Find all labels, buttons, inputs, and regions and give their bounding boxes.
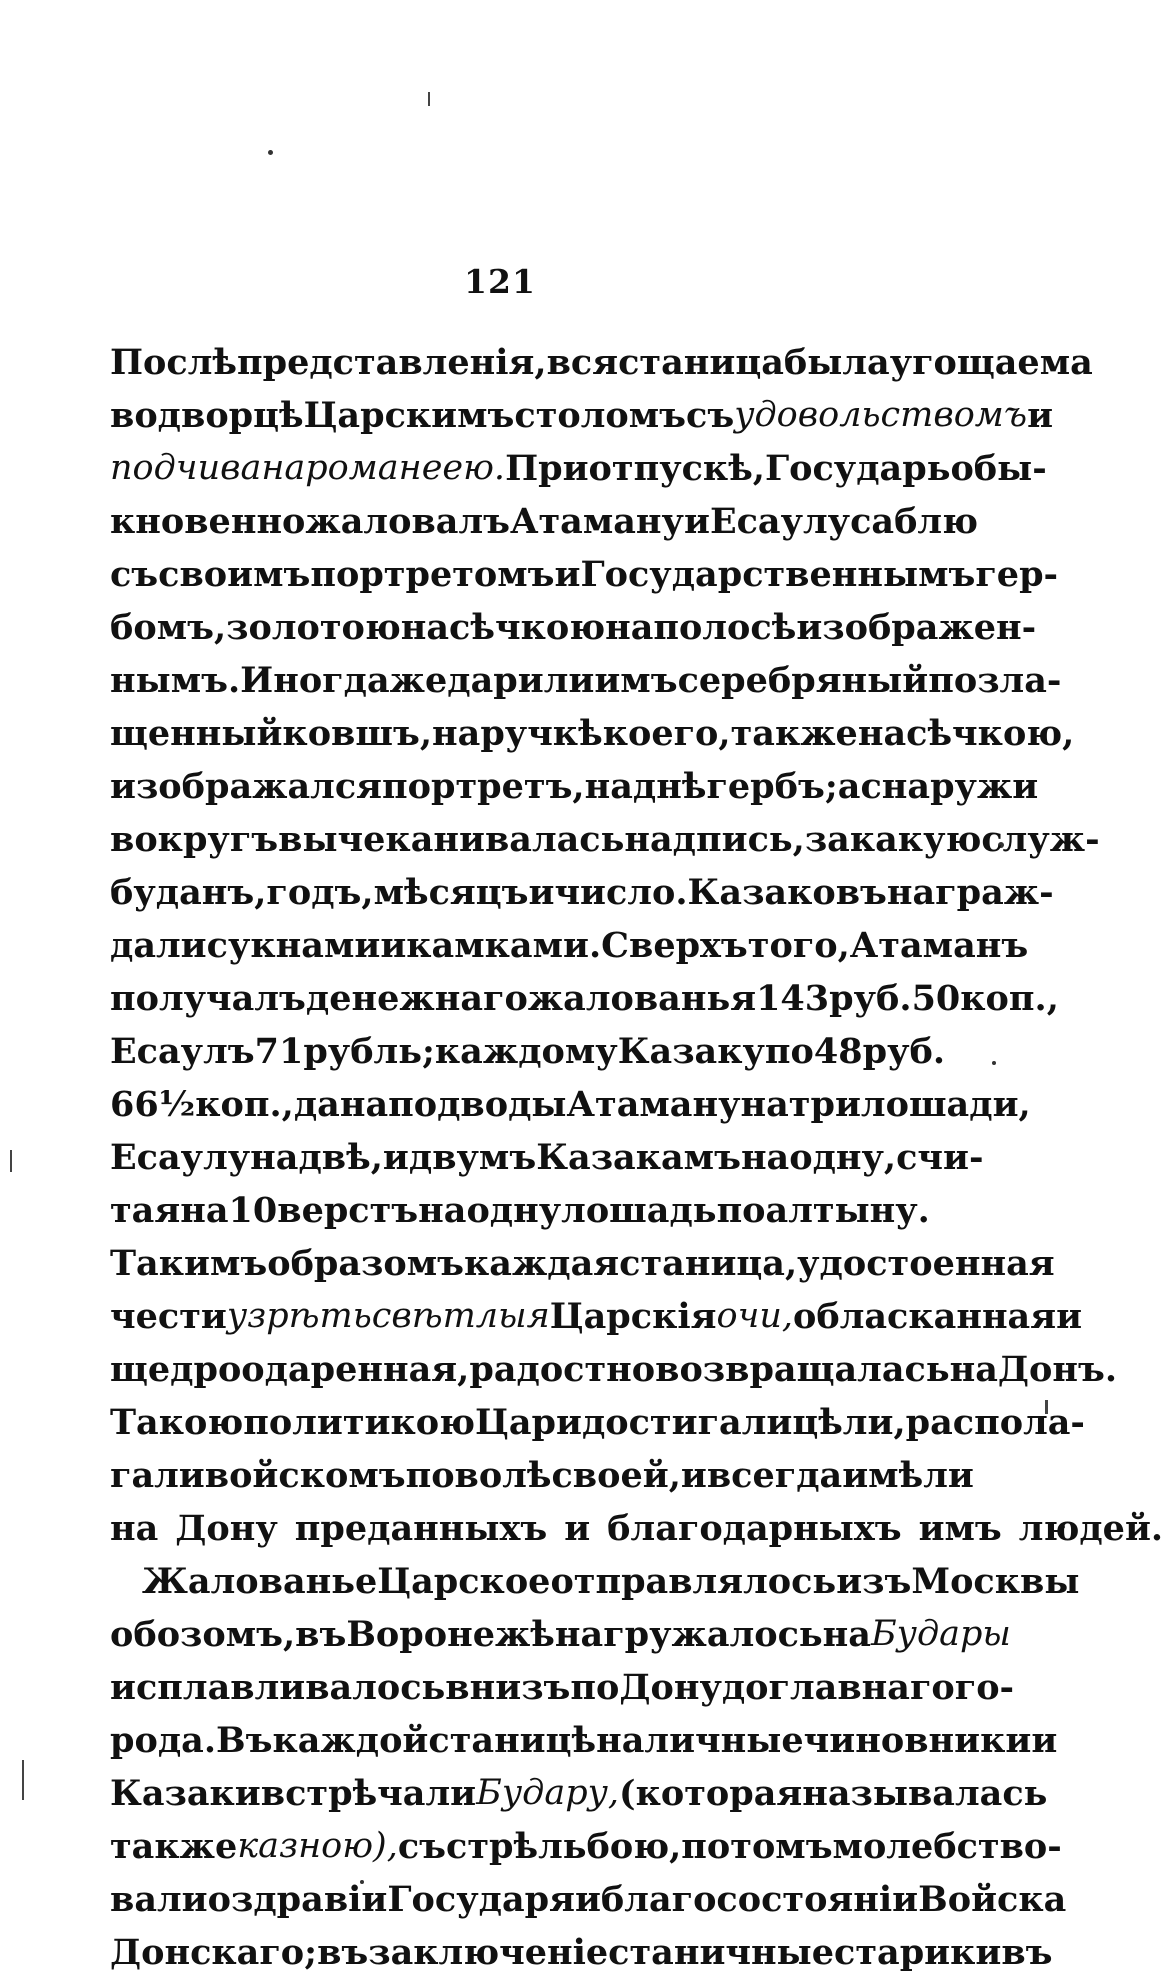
text-line — [110, 1873, 1067, 1926]
word: же — [389, 660, 448, 701]
word: встрѣчали — [260, 1773, 477, 1814]
word: волѣ — [454, 1455, 552, 1496]
text-line — [110, 548, 1059, 601]
word: Царскимъ — [303, 395, 515, 436]
word: серебряный — [677, 660, 929, 701]
word: При — [505, 448, 589, 489]
word: коп., — [195, 1084, 294, 1125]
word: Государственнымъ — [580, 554, 976, 595]
word: и — [1031, 1720, 1058, 1761]
word: бомъ, — [110, 607, 227, 648]
word: саблю — [850, 501, 978, 542]
word: на — [432, 713, 481, 754]
text-line — [110, 336, 1093, 389]
word: Казаковъ — [687, 872, 887, 913]
word: на — [822, 1614, 871, 1655]
word: станица, — [619, 1243, 798, 1284]
text-line — [110, 1661, 1015, 1714]
word: отправлялось — [550, 1561, 837, 1602]
word: наличные — [596, 1720, 804, 1761]
word: Государя — [387, 1879, 575, 1920]
word: имѣли — [842, 1455, 974, 1496]
word: 66½ — [110, 1084, 196, 1125]
word: надпись, — [624, 819, 805, 860]
word: Москвы — [911, 1561, 1080, 1602]
word: чиновники — [803, 1720, 1032, 1761]
scan-mark — [22, 1760, 24, 1800]
word: снаружи — [860, 766, 1039, 807]
word: 50 — [911, 978, 961, 1019]
word: лошадь — [561, 1190, 717, 1231]
word: станица — [618, 342, 784, 383]
word: достигали — [581, 1402, 793, 1443]
text-line — [110, 1396, 1085, 1449]
scan-speck — [992, 1061, 996, 1065]
word: позла- — [928, 660, 1062, 701]
text-line — [110, 919, 1029, 972]
text-line — [110, 495, 978, 548]
word: Государь — [764, 448, 951, 489]
word: на — [584, 766, 633, 807]
word: Цари — [475, 1402, 582, 1443]
word: гербъ; — [706, 766, 838, 807]
word: была — [783, 342, 890, 383]
word: Такою — [110, 1402, 244, 1443]
word: сплавливалось — [135, 1667, 446, 1708]
word: въ — [317, 1932, 369, 1973]
scan-mark — [428, 92, 430, 106]
word: сукнами — [206, 925, 381, 966]
word: въ — [295, 1614, 347, 1655]
word: по — [716, 1190, 766, 1231]
word: очи, — [716, 1296, 794, 1336]
word: узрѣть — [226, 1296, 372, 1336]
word: да — [293, 1084, 340, 1125]
word: во — [110, 395, 158, 436]
word: Казакамъ — [536, 1137, 741, 1178]
word: людей. — [1018, 1508, 1163, 1549]
word: награж- — [886, 872, 1054, 913]
word: распола- — [905, 1402, 1085, 1443]
word: на — [949, 1349, 998, 1390]
word: вали — [110, 1879, 208, 1920]
word: изъ — [836, 1561, 912, 1602]
word: съ — [397, 1826, 447, 1867]
word: съ — [686, 395, 735, 436]
word: и — [564, 1508, 591, 1549]
word: обласканная — [793, 1296, 1057, 1337]
word: вся — [546, 342, 619, 383]
word: дворцѣ — [157, 395, 304, 436]
scan-speck — [268, 150, 273, 155]
text-line — [110, 866, 1054, 919]
word: Казаки — [110, 1773, 261, 1814]
word: Жалованье — [142, 1561, 378, 1602]
word: насѣчкою — [400, 607, 606, 648]
word: и — [380, 925, 407, 966]
word: Атаману — [509, 501, 684, 542]
word: удовольствомъ — [734, 395, 1028, 435]
word: столомъ — [514, 395, 687, 436]
text-line — [110, 1926, 1053, 1979]
text-line — [110, 972, 1059, 1025]
text-line — [110, 442, 1047, 495]
word: Есаулу — [110, 1137, 251, 1178]
word: старики — [834, 1932, 1002, 1973]
word: о — [207, 1879, 231, 1920]
word: здравіи — [231, 1879, 388, 1920]
word: двѣ, — [298, 1137, 383, 1178]
text-line — [110, 1078, 1031, 1131]
word: гали — [110, 1455, 205, 1496]
word: Донъ. — [997, 1349, 1118, 1390]
word: возвращалась — [655, 1349, 950, 1390]
word: нымъ. — [110, 660, 241, 701]
word: обы- — [950, 448, 1047, 489]
word: двумъ — [408, 1137, 537, 1178]
text-line — [110, 1767, 1048, 1820]
word: и — [1056, 1296, 1083, 1337]
word: го- — [954, 1667, 1015, 1708]
word: и — [680, 1455, 707, 1496]
word: станичные — [608, 1932, 835, 1973]
word: мѣсяцъ — [373, 872, 529, 913]
word: главнаго — [768, 1667, 955, 1708]
word: также — [110, 1826, 238, 1867]
word: жаловалъ — [305, 501, 510, 542]
word: портретомъ — [310, 554, 555, 595]
word: Атаманъ — [849, 925, 1029, 966]
word: щенный — [110, 713, 283, 754]
word: дали — [110, 925, 207, 966]
text-line — [110, 813, 1100, 866]
word: отпускѣ, — [588, 448, 765, 489]
word: золотою — [226, 607, 401, 648]
word: Будары — [870, 1614, 1011, 1654]
word: на — [740, 1137, 790, 1178]
word: коп., — [960, 978, 1059, 1019]
text-line — [110, 1131, 984, 1184]
word: Такимъ — [110, 1243, 268, 1284]
word: Въ — [216, 1720, 273, 1761]
word: Будару, — [476, 1773, 620, 1813]
text-line — [110, 1714, 1058, 1767]
word: одну — [466, 1190, 562, 1231]
text-line — [110, 1290, 1083, 1343]
word: нагружалось — [554, 1614, 823, 1655]
word: портретъ, — [382, 766, 585, 807]
word: каждая — [464, 1243, 620, 1284]
word: Атаману — [566, 1084, 741, 1125]
word: на — [418, 1190, 467, 1231]
scan-mark — [10, 1150, 12, 1172]
word: счи- — [896, 1137, 984, 1178]
word: Иногда — [240, 660, 390, 701]
word: и — [554, 554, 581, 595]
word: Воронежѣ — [346, 1614, 555, 1655]
word: коего, — [602, 713, 731, 754]
word: тая — [110, 1190, 181, 1231]
word: изображался — [110, 766, 383, 807]
word: изображен- — [796, 607, 1037, 648]
word: до — [721, 1667, 769, 1708]
page-number: 121 — [464, 262, 536, 301]
word: удостоенная — [797, 1243, 1055, 1284]
word: чести — [110, 1296, 227, 1337]
word: всегда — [706, 1455, 843, 1496]
word: войскомъ — [204, 1455, 406, 1496]
word: а — [837, 766, 861, 807]
word: число. — [554, 872, 688, 913]
word: подчивана — [110, 448, 306, 488]
word: каждому — [434, 1031, 618, 1072]
word: на — [740, 1084, 789, 1125]
text-line — [110, 1184, 930, 1237]
word: Царскія — [549, 1296, 717, 1337]
word: гер- — [975, 554, 1059, 595]
word: 10 — [228, 1190, 278, 1231]
word: на — [250, 1137, 299, 1178]
word: на — [180, 1190, 229, 1231]
text-line — [110, 1608, 1011, 1661]
word: кновенно — [110, 501, 306, 542]
word: по — [405, 1455, 455, 1496]
word: имъ — [594, 660, 678, 701]
word: политикою — [243, 1402, 475, 1443]
text-line — [110, 1025, 946, 1078]
word: подводы — [388, 1084, 567, 1125]
word: дарили — [447, 660, 595, 701]
word: вычеканивалась — [278, 819, 625, 860]
word: представленія, — [237, 342, 547, 383]
word: ручкѣ — [480, 713, 603, 754]
text-line — [110, 1449, 974, 1502]
word: и — [528, 872, 555, 913]
word: камками. — [406, 925, 602, 966]
word: свѣтлыя — [371, 1296, 550, 1336]
word: руб. — [862, 1031, 946, 1072]
text-line — [110, 1237, 1055, 1290]
word: годъ, — [266, 872, 374, 913]
word: денежнаго — [305, 978, 528, 1019]
word: и — [382, 1137, 409, 1178]
word: образомъ — [267, 1243, 464, 1284]
word: каждой — [272, 1720, 429, 1761]
word: своимъ — [158, 554, 311, 595]
word: Войска — [918, 1879, 1067, 1920]
word: жалованья — [527, 978, 757, 1019]
text-line — [110, 654, 1062, 707]
word: служ- — [981, 819, 1100, 860]
word: какую — [849, 819, 982, 860]
word: на — [339, 1084, 389, 1125]
text-line — [110, 1343, 1118, 1396]
word: 48 — [813, 1031, 863, 1072]
word: преданныхъ — [294, 1508, 548, 1549]
word: благосостояніи — [600, 1879, 919, 1920]
word: ковшъ, — [282, 713, 433, 754]
text-line — [110, 707, 1075, 760]
word: стрѣльбою, — [446, 1826, 682, 1867]
word: Донскаго; — [110, 1932, 318, 1973]
word: алтыну. — [765, 1190, 930, 1231]
word: имъ — [918, 1508, 1002, 1549]
word: полосѣ — [653, 607, 797, 648]
word: Дону — [619, 1667, 722, 1708]
word: станицѣ — [428, 1720, 597, 1761]
word: на — [110, 1508, 159, 1549]
word: потомъ — [681, 1826, 833, 1867]
word: Есаулу — [709, 501, 851, 542]
text-line — [110, 1555, 1080, 1608]
word: за — [804, 819, 850, 860]
word: и — [1027, 395, 1054, 436]
word: благодарныхъ — [607, 1508, 902, 1549]
word: Сверхъ — [601, 925, 748, 966]
text-line — [110, 1820, 1062, 1873]
word: по — [764, 1031, 814, 1072]
word: Есаулъ — [110, 1031, 255, 1072]
text-line — [110, 601, 1037, 654]
word: обозомъ, — [110, 1614, 296, 1655]
word: рубль; — [303, 1031, 435, 1072]
word: съ — [110, 554, 159, 595]
word: Дону — [175, 1508, 278, 1549]
word: радостно — [469, 1349, 656, 1390]
word: заключеніе — [368, 1932, 609, 1973]
word: 143 — [756, 978, 830, 1019]
word: вокругъ — [110, 819, 279, 860]
word: данъ, — [155, 872, 267, 913]
word: того, — [747, 925, 850, 966]
word: щедро — [110, 1349, 242, 1390]
word: и — [574, 1879, 601, 1920]
word: Царское — [377, 1561, 551, 1602]
word: лошади, — [860, 1084, 1031, 1125]
word: называлась — [802, 1773, 1048, 1814]
text-line — [110, 760, 1039, 813]
word: и — [683, 501, 710, 542]
word: днѣ — [632, 766, 707, 807]
word: получалъ — [110, 978, 306, 1019]
word: внизъ — [445, 1667, 571, 1708]
word: насѣчкою, — [857, 713, 1075, 754]
word: угощаема — [889, 342, 1093, 383]
word: на — [605, 607, 654, 648]
word: въ — [1001, 1932, 1053, 1973]
body-text — [110, 336, 1163, 1979]
word: романеею. — [305, 448, 506, 488]
word: и — [110, 1667, 136, 1708]
word: по — [570, 1667, 620, 1708]
word: рода. — [110, 1720, 217, 1761]
word: также — [730, 713, 858, 754]
word: цѣли, — [792, 1402, 906, 1443]
word: одну, — [789, 1137, 897, 1178]
word: (которая — [619, 1773, 803, 1814]
word: руб. — [829, 978, 912, 1019]
word: своей, — [551, 1455, 681, 1496]
word: казною), — [237, 1826, 398, 1866]
word: 71 — [254, 1031, 304, 1072]
word: три — [788, 1084, 861, 1125]
word: бу — [110, 872, 156, 913]
word: верстъ — [277, 1190, 419, 1231]
text-line — [110, 389, 1054, 442]
word: Казаку — [617, 1031, 765, 1072]
word: молебство- — [832, 1826, 1062, 1867]
text-line — [110, 1502, 1163, 1555]
word: Послѣ — [110, 342, 237, 383]
word: одаренная, — [241, 1349, 470, 1390]
